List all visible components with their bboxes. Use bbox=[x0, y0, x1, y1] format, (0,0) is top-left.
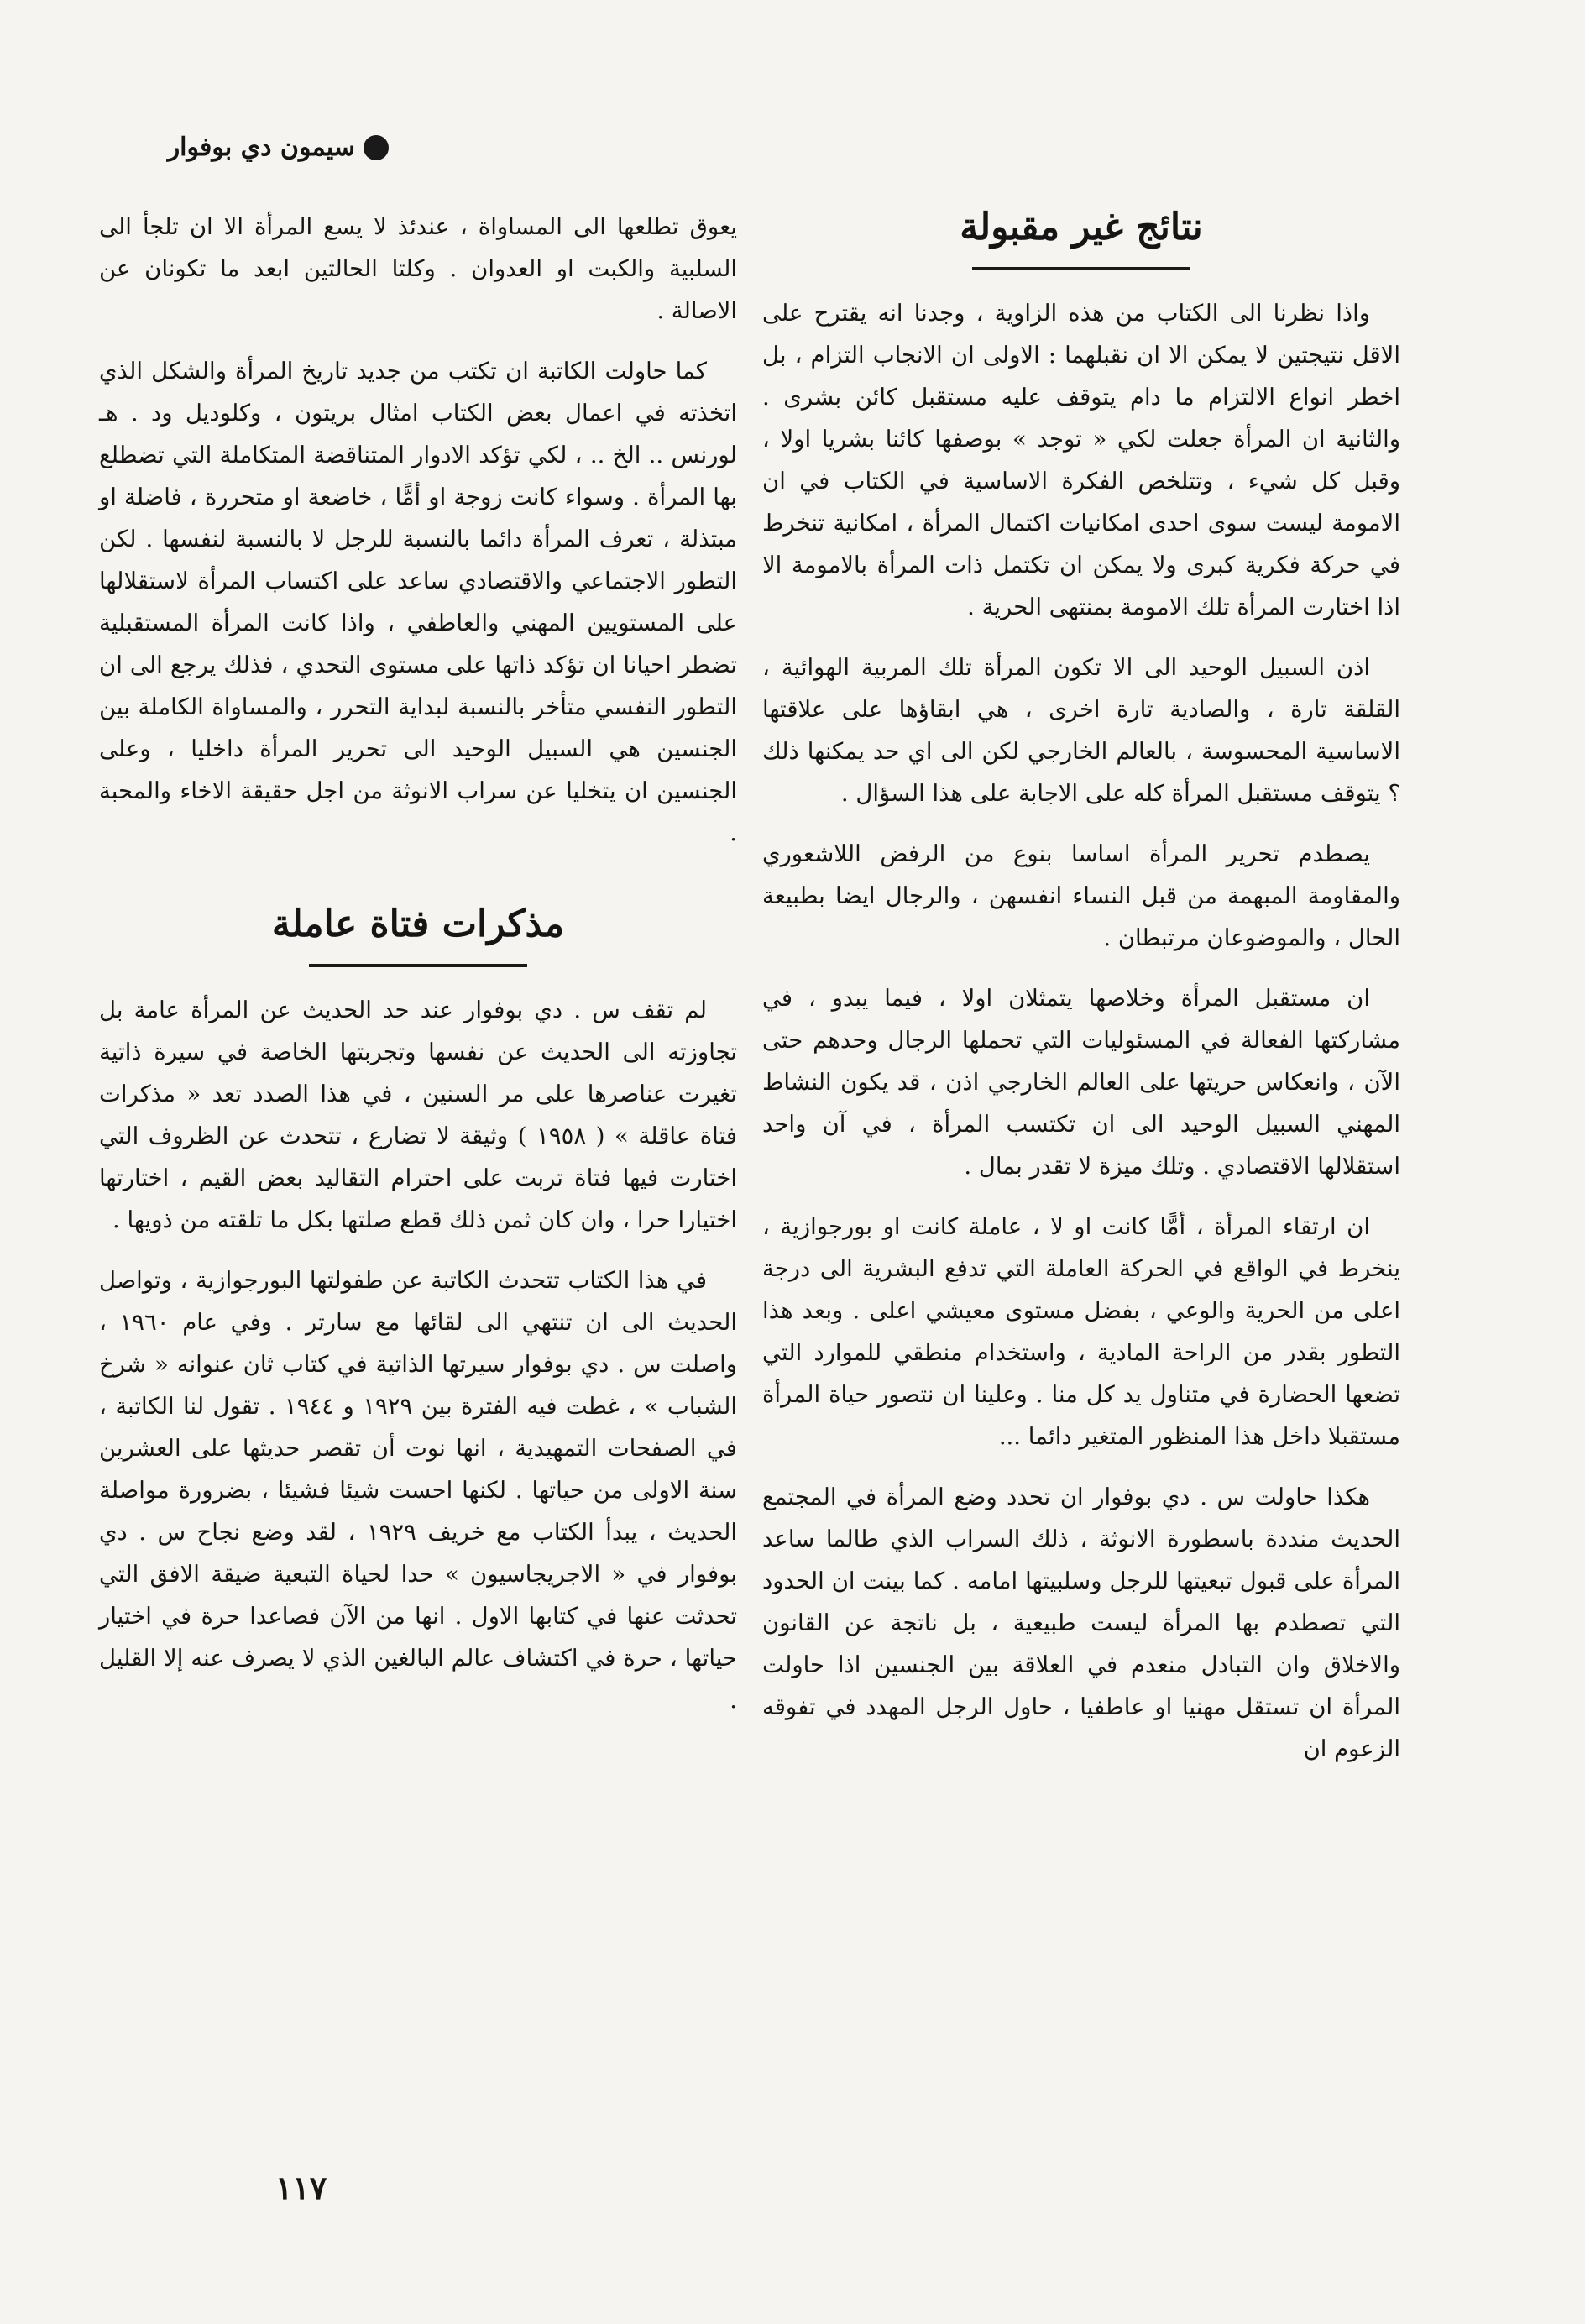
paragraph: لم تقف س . دي بوفوار عند حد الحديث عن المرأة عامة بل تجاوزته الى الحديث عن نفسها وتجربتها الخاصة في سيرة ذاتية تغيرت عناصرها على مر السنين ، في هذا الصدد تعد « مذكرات فتاة عاقلة » ( ١٩٥٨ ) وثيقة لا تضارع ، تتحدث عن الظروف التي اختارت فيها فتاة تربت على احترام التقاليد بعض القيم ، اختارتها اختيارا حرا ، وان كان ثمن ذلك قطع صلتها بكل ما تلقته من ذويها . bbox=[99, 997, 737, 1233]
running-head bbox=[168, 133, 389, 162]
paragraph: واذا نظرنا الى الكتاب من هذه الزاوية ، وجدنا انه يقترح على الاقل نتيجتين لا يمكن الا ان نقبلهما : الاولى ان الانجاب التزام ، بل اخطر انواع الالتزام ما دام يتوقف عليه مستقبل كائن بشرى . والثانية ان المرأة جعلت لكي « توجد » بوصفها كائنا بشريا اولا ، وقبل كل شيء ، وتتلخص الفكرة الاساسية في الكتاب في ان الامومة ليست سوى احدى امكانيات اكتمال المرأة ، امكانية تنخرط في حركة فكرية كبرى ولا يمكن ان تكتمل ذات المرأة بالامومة الا اذا اختارت المرأة تلك الامومة بمنتهى الحرية . bbox=[762, 300, 1400, 620]
title-underline bbox=[972, 267, 1190, 270]
title-underline bbox=[309, 964, 527, 967]
paragraph: كما حاولت الكاتبة ان تكتب من جديد تاريخ المرأة والشكل الذي اتخذته في اعمال بعض الكتاب امثال بريتون ، وكلوديل ود . هـ لورنس .. الخ .. ، لكي تؤكد الادوار المتناقضة المتكاملة التي تضطلع بها المرأة . وسواء كانت زوجة او أمًّا ، خاضعة او متحررة ، فاضلة او مبتذلة ، تعرف المرأة دائما بالنسبة للرجل لا بالنسبة لنفسها . لكن التطور الاجتماعي والاقتصادي ساعد على اكتساب المرأة لاستقلالها على المستويين المهني والعاطفي ، واذا كانت المرأة المستقبلية تضطر احيانا ان تؤكد ذاتها على مستوى التحدي ، فذلك يرجع الى ان التطور النفسي متأخر بالنسبة لبداية التحرر ، والمساواة الكاملة بين الجنسين هي السبيل الوحيد الى تحرير المرأة داخليا ، وعلى الجنسين ان يتخليا عن سراب الانوثة من اجل حقيقة الاخاء والمحبة . bbox=[99, 358, 737, 846]
bullet-icon bbox=[364, 135, 389, 160]
right-column bbox=[762, 206, 1400, 1788]
paragraph: في هذا الكتاب تتحدث الكاتبة عن طفولتها البورجوازية ، وتواصل الحديث الى ان تنتهي الى لقائها مع سارتر . وفي عام ١٩٦٠ ، واصلت س . دي بوفوار سيرتها الذاتية في كتاب ثان عنوانه « شرخ الشباب » ، غطت فيه الفترة بين ١٩٢٩ و ١٩٤٤ . تقول لنا الكاتبة ، في الصفحات التمهيدية ، انها نوت أن تقصر حديثها على العشرين سنة الاولى من حياتها . لكنها احست شيئا فشيئا ، بضرورة مواصلة الحديث ، يبدأ الكتاب مع خريف ١٩٢٩ ، لقد وضع نجاح س . دي بوفوار في « الاجريجاسيون » حدا لحياة التبعية ضيقة الافق التي تحدثت عنها في كتابها الاول . انها من الآن فصاعدا حرة في اختيار حياتها ، حرة في اكتشاف عالم البالغين الذي لا يصرف عنه إلا القليل . bbox=[99, 1267, 738, 1714]
running-head-text: سيمون دي بوفوار bbox=[167, 133, 355, 162]
paragraph: ان مستقبل المرأة وخلاصها يتمثلان اولا ، فيما يبدو ، في مشاركتها الفعالة في المسئوليات التي تحملها الرجال وحدهم حتى الآن ، وانعكاس حريتها على العالم الخارجي اذن ، قد يكون النشاط المهني السبيل الوحيد الى ان تكتسب المرأة ، في آن واحد استقلالها الاقتصادي . وتلك ميزة لا تقدر بمال . bbox=[762, 985, 1400, 1180]
paragraph: يصطدم تحرير المرأة اساسا بنوع من الرفض اللاشعوري والمقاومة المبهمة من قبل النساء انفسهن ، والرجال ايضا بطبيعة الحال ، والموضوعان مرتبطان . bbox=[762, 840, 1400, 951]
section-title-unacceptable-results: نتائج غير مقبولة bbox=[960, 206, 1203, 249]
paragraph: ان ارتقاء المرأة ، أمًّا كانت او لا ، عاملة كانت او بورجوازية ، ينخرط في الواقع في الحركة العاملة التي تدفع البشرية الى درجة اعلى من الحرية والوعي ، بفضل مستوى معيشي اعلى . وبعد هذا التطور بقدر من الراحة المادية ، واستخدام منطقي للموارد التي تضعها الحضارة في متناول يد كل منا . وعلينا ان نتصور حياة المرأة مستقبلا داخل هذا المنظور المتغير دائما ... bbox=[762, 1213, 1400, 1450]
page-number: ١١٧ bbox=[275, 2169, 327, 2206]
paragraph: يعوق تطلعها الى المساواة ، عندئذ لا يسع المرأة الا ان تلجأ الى السلبية والكبت او العدوان . وكلتا الحالتين ابعد ما تكونان عن الاصالة . bbox=[99, 213, 737, 324]
paragraph: اذن السبيل الوحيد الى الا تكون المرأة تلك المربية الهوائية ، القلقة تارة ، والصادية تارة اخرى ، هي ابقاؤها على علاقتها الاساسية المحسوسة ، بالعالم الخارجي لكن الى اي حد يمكنها ذلك ؟ يتوقف مستقبل المرأة كله على الاجابة على هذا السؤال . bbox=[762, 654, 1400, 807]
paragraph: هكذا حاولت س . دي بوفوار ان تحدد وضع المرأة في المجتمع الحديث منددة باسطورة الانوثة ، ذلك السراب الذي طالما ساعد المرأة على قبول تبعيتها للرجل وسلبيتها امامه . كما بينت ان الحدود التي تصطدم بها المرأة ليست طبيعية ، بل ناتجة عن القانون والاخلاق وان التبادل منعدم في العلاقة بين الجنسين اذا حاولت المرأة ان تستقل مهنيا او عاطفيا ، حاول الرجل المهدد في تفوقه الزعوم ان bbox=[762, 1484, 1400, 1762]
left-column bbox=[99, 206, 737, 1740]
section-title-working-girl-memoirs: مذكرات فتاة عاملة bbox=[271, 903, 565, 945]
